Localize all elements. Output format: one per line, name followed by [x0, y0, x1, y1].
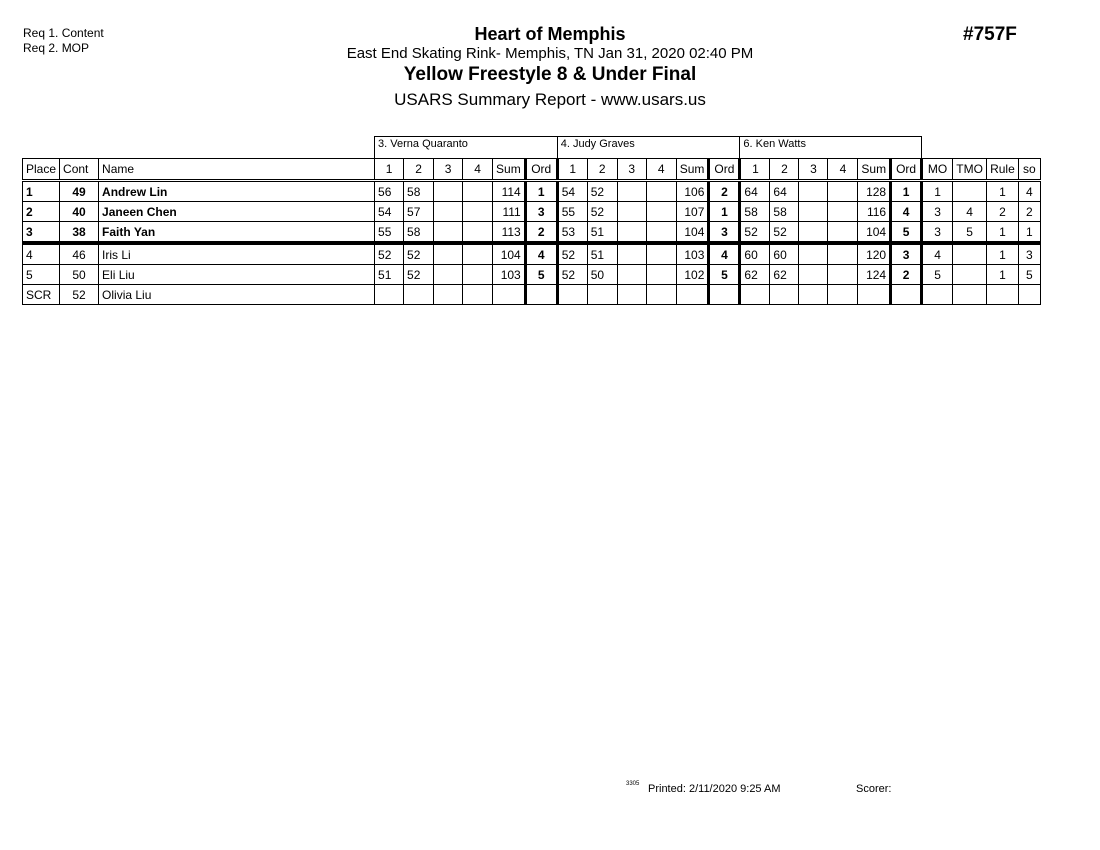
place-header: Place — [23, 159, 60, 181]
ordinal-cell — [525, 285, 557, 305]
ordinal-cell: 5 — [891, 222, 922, 244]
mark-cell: 54 — [557, 181, 587, 202]
cont-cell: 52 — [60, 285, 99, 305]
report-subtitle: USARS Summary Report - www.usars.us — [394, 90, 706, 109]
ordinal-cell: 4 — [891, 202, 922, 222]
rule-cell: 1 — [987, 222, 1019, 244]
ordinal-cell: 2 — [709, 181, 740, 202]
ordinal-cell: 2 — [891, 265, 922, 285]
tmo-cell: 4 — [953, 202, 987, 222]
mark-cell — [434, 243, 463, 265]
ord-header: Ord — [525, 159, 557, 181]
mark-cell: 50 — [587, 265, 617, 285]
table-row — [23, 181, 1041, 202]
venue-date: East End Skating Rink- Memphis, TN Jan 31, 2020 02:40 PM — [346, 45, 754, 62]
mark-cell — [617, 181, 646, 202]
so-cell: 2 — [1018, 202, 1040, 222]
mark-cell — [770, 285, 799, 305]
mark-cell — [740, 285, 770, 305]
tmo-header: TMO — [953, 159, 987, 181]
mark-cell: 52 — [404, 243, 434, 265]
requirement-2: Req 2. MOP — [23, 41, 90, 55]
mark-cell — [617, 222, 646, 244]
mark-cell — [404, 285, 434, 305]
ordinal-cell: 1 — [525, 181, 557, 202]
mark-cell — [434, 181, 463, 202]
scorer-label: Scorer: — [856, 783, 892, 795]
mark-cell — [463, 265, 493, 285]
mark-cell — [557, 285, 587, 305]
mark-cell — [463, 243, 493, 265]
cont-cell: 49 — [60, 181, 99, 202]
judge-header: 4. Judy Graves — [557, 137, 740, 159]
tmo-cell — [953, 265, 987, 285]
tmo-cell — [953, 243, 987, 265]
mark-cell: 55 — [557, 202, 587, 222]
ordinal-cell: 1 — [709, 202, 740, 222]
mo-cell: 3 — [922, 202, 953, 222]
mark-cell — [587, 285, 617, 305]
mark-cell: 58 — [770, 202, 799, 222]
mo-cell: 4 — [922, 243, 953, 265]
cont-cell: 40 — [60, 202, 99, 222]
mark-header: 1 — [375, 159, 404, 181]
rule-cell: 2 — [987, 202, 1019, 222]
mark-cell — [617, 202, 646, 222]
so-cell: 4 — [1018, 181, 1040, 202]
mark-cell — [646, 243, 676, 265]
mark-cell — [463, 285, 493, 305]
sum-cell: 114 — [493, 181, 526, 202]
sum-cell: 116 — [858, 202, 891, 222]
ordinal-cell: 5 — [709, 265, 740, 285]
sum-cell: 103 — [493, 265, 526, 285]
judge-header: 6. Ken Watts — [740, 137, 922, 159]
mark-header: 3 — [799, 159, 828, 181]
ord-header: Ord — [891, 159, 922, 181]
mark-cell — [463, 202, 493, 222]
mark-header: 2 — [587, 159, 617, 181]
mark-cell — [617, 285, 646, 305]
ordinal-cell: 1 — [891, 181, 922, 202]
mark-cell — [646, 181, 676, 202]
mark-cell: 58 — [404, 222, 434, 244]
mark-cell — [646, 222, 676, 244]
skater-name: Olivia Liu — [99, 285, 375, 305]
cont-header: Cont — [60, 159, 99, 181]
ordinal-cell — [709, 285, 740, 305]
mark-cell: 52 — [404, 265, 434, 285]
mark-cell: 64 — [770, 181, 799, 202]
sum-cell: 120 — [858, 243, 891, 265]
judge-header: 3. Verna Quaranto — [375, 137, 558, 159]
mark-cell — [799, 243, 828, 265]
mark-cell — [646, 202, 676, 222]
mark-header: 1 — [557, 159, 587, 181]
skater-name: Eli Liu — [99, 265, 375, 285]
mark-cell — [799, 181, 828, 202]
place-cell: SCR — [23, 285, 60, 305]
mark-cell — [828, 265, 858, 285]
ordinal-cell: 3 — [709, 222, 740, 244]
mo-cell — [922, 285, 953, 305]
ordinal-cell: 2 — [525, 222, 557, 244]
mark-header: 2 — [770, 159, 799, 181]
mark-header: 4 — [646, 159, 676, 181]
mark-cell: 51 — [375, 265, 404, 285]
mark-cell: 51 — [587, 243, 617, 265]
so-cell — [1018, 285, 1040, 305]
sum-cell: 124 — [858, 265, 891, 285]
version-number: 3305 — [626, 781, 640, 787]
place-cell: 4 — [23, 243, 60, 265]
mark-cell — [463, 222, 493, 244]
mark-cell: 56 — [375, 181, 404, 202]
sum-cell: 103 — [676, 243, 709, 265]
event-name: Heart of Memphis — [474, 24, 626, 44]
mark-cell — [828, 285, 858, 305]
sum-header: Sum — [493, 159, 526, 181]
sum-cell: 104 — [676, 222, 709, 244]
mark-cell — [828, 202, 858, 222]
ord-header: Ord — [709, 159, 740, 181]
skater-name: Andrew Lin — [99, 181, 375, 202]
sum-cell: 113 — [493, 222, 526, 244]
mark-cell — [799, 202, 828, 222]
sum-cell: 102 — [676, 265, 709, 285]
mark-cell: 52 — [740, 222, 770, 244]
rule-cell: 1 — [987, 265, 1019, 285]
mark-cell — [828, 243, 858, 265]
printed-timestamp: Printed: 2/11/2020 9:25 AM — [648, 783, 781, 795]
mark-header: 4 — [463, 159, 493, 181]
skater-name: Faith Yan — [99, 222, 375, 244]
place-cell: 3 — [23, 222, 60, 244]
mark-cell — [434, 265, 463, 285]
mark-cell — [375, 285, 404, 305]
results-table — [22, 136, 1041, 305]
ordinal-cell: 3 — [525, 202, 557, 222]
ordinal-cell: 4 — [709, 243, 740, 265]
sum-cell: 111 — [493, 202, 526, 222]
tmo-cell — [953, 181, 987, 202]
mark-cell: 52 — [587, 181, 617, 202]
mark-cell: 52 — [375, 243, 404, 265]
sum-cell: 104 — [858, 222, 891, 244]
skater-name: Janeen Chen — [99, 202, 375, 222]
mark-cell — [646, 265, 676, 285]
mark-cell: 52 — [557, 265, 587, 285]
event-code: #757F — [963, 24, 1017, 45]
mark-header: 3 — [617, 159, 646, 181]
mark-cell: 60 — [740, 243, 770, 265]
tmo-cell — [953, 285, 987, 305]
mark-cell: 55 — [375, 222, 404, 244]
mo-cell: 5 — [922, 265, 953, 285]
skater-name: Iris Li — [99, 243, 375, 265]
mark-cell: 58 — [740, 202, 770, 222]
cont-cell: 46 — [60, 243, 99, 265]
ordinal-cell: 5 — [525, 265, 557, 285]
mark-cell: 51 — [587, 222, 617, 244]
mo-header: MO — [922, 159, 953, 181]
sum-cell — [858, 285, 891, 305]
mo-cell: 3 — [922, 222, 953, 244]
requirement-1: Req 1. Content — [23, 26, 104, 40]
place-cell: 1 — [23, 181, 60, 202]
so-header: so — [1018, 159, 1040, 181]
mark-cell: 64 — [740, 181, 770, 202]
mark-cell — [799, 222, 828, 244]
so-cell: 5 — [1018, 265, 1040, 285]
mark-cell — [799, 265, 828, 285]
place-cell: 2 — [23, 202, 60, 222]
sum-cell: 128 — [858, 181, 891, 202]
mark-cell — [434, 285, 463, 305]
mark-header: 4 — [828, 159, 858, 181]
ordinal-cell: 3 — [891, 243, 922, 265]
mark-cell — [463, 181, 493, 202]
mark-cell: 52 — [587, 202, 617, 222]
sum-cell: 104 — [493, 243, 526, 265]
page-title: Yellow Freestyle 8 & Under Final — [403, 64, 697, 85]
sum-cell — [493, 285, 526, 305]
mark-header: 3 — [434, 159, 463, 181]
mark-cell — [434, 202, 463, 222]
sum-cell: 106 — [676, 181, 709, 202]
mark-cell — [799, 285, 828, 305]
mark-cell: 53 — [557, 222, 587, 244]
ordinal-cell — [891, 285, 922, 305]
so-cell: 3 — [1018, 243, 1040, 265]
tmo-cell: 5 — [953, 222, 987, 244]
mark-cell — [617, 265, 646, 285]
table-row — [23, 243, 1041, 265]
sum-header: Sum — [858, 159, 891, 181]
sum-header: Sum — [676, 159, 709, 181]
sum-cell — [676, 285, 709, 305]
mark-header: 2 — [404, 159, 434, 181]
rule-cell: 1 — [987, 243, 1019, 265]
place-cell: 5 — [23, 265, 60, 285]
mark-cell — [828, 222, 858, 244]
mark-cell: 62 — [740, 265, 770, 285]
table-row — [23, 265, 1041, 285]
rule-cell: 1 — [987, 181, 1019, 202]
table-row — [23, 222, 1041, 244]
name-header: Name — [99, 159, 375, 181]
rule-header: Rule — [987, 159, 1019, 181]
cont-cell: 38 — [60, 222, 99, 244]
mark-cell — [828, 181, 858, 202]
mark-cell: 60 — [770, 243, 799, 265]
table-row — [23, 202, 1041, 222]
mark-cell: 52 — [770, 222, 799, 244]
cont-cell: 50 — [60, 265, 99, 285]
sum-cell: 107 — [676, 202, 709, 222]
rule-cell — [987, 285, 1019, 305]
so-cell: 1 — [1018, 222, 1040, 244]
table-row — [23, 285, 1041, 305]
mark-cell: 52 — [557, 243, 587, 265]
mark-cell — [434, 222, 463, 244]
mark-cell: 54 — [375, 202, 404, 222]
mark-cell: 58 — [404, 181, 434, 202]
mo-cell: 1 — [922, 181, 953, 202]
mark-cell — [617, 243, 646, 265]
mark-cell — [646, 285, 676, 305]
mark-cell: 62 — [770, 265, 799, 285]
mark-header: 1 — [740, 159, 770, 181]
ordinal-cell: 4 — [525, 243, 557, 265]
mark-cell: 57 — [404, 202, 434, 222]
